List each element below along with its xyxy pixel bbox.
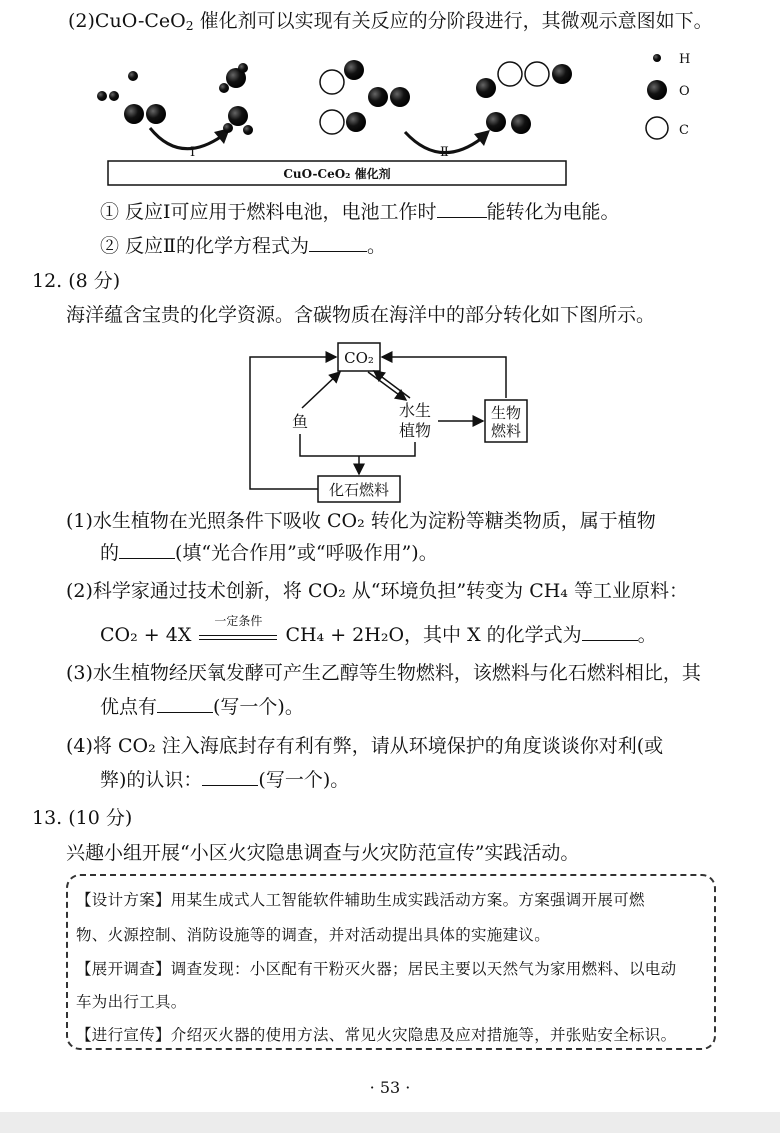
c-atom [525, 62, 549, 86]
legend-o-icon [647, 80, 667, 100]
q12-intro: 海洋蕴含宝贵的化学资源。含碳物质在海洋中的部分转化如下图所示。 [66, 304, 656, 326]
legend-h-icon [653, 54, 661, 62]
box-line-5: 【进行宣传】介绍灭火器的使用方法、常见火灾隐患及应对措施等，并张贴安全标识。 [76, 1026, 677, 1044]
h-atom [97, 91, 107, 101]
h-atom [219, 83, 229, 93]
q11-sub1 [100, 199, 620, 225]
q12-p2-line1: (2)科学家通过技术创新，将 CO₂ 从“环境负担”转变为 CH₄ 等工业原料： [66, 580, 688, 602]
page-number: · 53 · [369, 1078, 411, 1097]
h-atom [128, 71, 138, 81]
carbon-cycle-diagram [240, 338, 540, 508]
catalyst-name: CuO-CeO [94, 10, 186, 32]
legend-c-icon [646, 117, 668, 139]
q12-p4-text: 弊)的认识： [100, 769, 203, 791]
answer-blank[interactable] [157, 694, 213, 713]
catalyst-label: CuO-CeO₂ 催化剂 [283, 167, 391, 181]
biofuel-label-2: 燃料 [490, 422, 522, 440]
q11-sub1-end: 能转化为电能。 [486, 201, 620, 223]
h-atom [223, 123, 233, 133]
q13-intro: 兴趣小组开展“小区火灾隐患调查与火灾防范宣传”实践活动。 [66, 842, 580, 864]
q11-part2-line [68, 8, 713, 34]
legend-h-label: H [679, 52, 691, 67]
o-atom [124, 104, 144, 124]
q12-p3-end: (写一个)。 [213, 696, 304, 718]
catalyst-sub: 2 [185, 19, 194, 34]
equation-condition: 一定条件 [214, 614, 263, 628]
o-atom [344, 60, 364, 80]
q12-p3-line1: (3)水生植物经厌氧发酵可产生乙醇等生物燃料，该燃料与化石燃料相比，其 [66, 662, 701, 684]
o-atom [390, 87, 410, 107]
legend-o-label: O [679, 84, 690, 99]
answer-blank[interactable] [582, 622, 638, 641]
box-line-4: 车为出行工具。 [76, 993, 187, 1011]
o-atom [552, 64, 572, 84]
q11-sub2-text: ② 反应Ⅱ的化学方程式为 [100, 235, 309, 257]
c-atom [320, 70, 344, 94]
o-atom [368, 87, 388, 107]
h-atom [109, 91, 119, 101]
o-atom [146, 104, 166, 124]
equation-right: CH₄ + 2H₂O，其中 X 的化学式为 [285, 624, 582, 646]
o-atom [346, 112, 366, 132]
catalyst-micro-diagram [0, 40, 780, 195]
fish-label: 鱼 [291, 412, 309, 431]
answer-blank[interactable] [202, 767, 258, 786]
q12-p3-text: 优点有 [100, 696, 158, 718]
plants-label-1: 水生 [398, 401, 432, 420]
stage-1-label: Ⅰ [190, 145, 196, 160]
footer-bar [0, 1112, 780, 1133]
stage-2-label: Ⅱ [440, 145, 449, 160]
q12-p1-text: 的 [100, 542, 120, 564]
q12-p1-line1: (1)水生植物在光照条件下吸收 CO₂ 转化为淀粉等糖类物质，属于植物 [66, 510, 656, 532]
answer-blank[interactable] [309, 233, 367, 252]
q12-p4-line1: (4)将 CO₂ 注入海底封存有利有弊，请从环境保护的角度谈谈你对利(或 [66, 735, 664, 757]
q12-p1-line2 [100, 540, 438, 566]
q11-part2-label: (2) [68, 10, 95, 32]
q11-sub2 [100, 233, 386, 259]
box-line-2: 物、火源控制、消防设施等的调查，并对活动提出具体的实施建议。 [76, 926, 551, 944]
equation-left: CO₂ + 4X [100, 624, 192, 646]
equation-arrow [197, 614, 279, 646]
o-atom [228, 106, 248, 126]
biofuel-label-1: 生物 [490, 404, 522, 422]
answer-blank[interactable] [437, 199, 487, 218]
q11-part2-text: 催化剂可以实现有关反应的分阶段进行，其微观示意图如下。 [193, 10, 713, 32]
q12-p3-line2 [100, 694, 304, 720]
box-line-3: 【展开调查】调查发现：小区配有干粉灭火器；居民主要以天然气为家用燃料、以电动 [76, 960, 677, 978]
h-atom [243, 125, 253, 135]
q11-sub1-text: ① 反应Ⅰ可应用于燃料电池，电池工作时 [100, 201, 437, 223]
c-atom [498, 62, 522, 86]
legend-c-label: C [679, 123, 689, 138]
q12-p4-line2 [100, 767, 349, 793]
fossil-label: 化石燃料 [328, 481, 390, 499]
q12-p2-equation [100, 614, 657, 648]
h-atom [238, 63, 248, 73]
arrow-stage-1 [150, 128, 222, 149]
c-atom [320, 110, 344, 134]
equation-end: 。 [637, 624, 657, 646]
o-atom [486, 112, 506, 132]
q13-header: 13. (10 分) [32, 807, 133, 829]
q12-p4-end: (写一个)。 [258, 769, 350, 791]
co2-label: CO₂ [344, 349, 374, 367]
plants-label-2: 植物 [398, 421, 432, 440]
answer-blank[interactable] [119, 540, 175, 559]
q12-header: 12. (8 分) [32, 270, 121, 292]
q12-p1-end: (填“光合作用”或“呼吸作用”)。 [175, 542, 438, 564]
o-atom [511, 114, 531, 134]
o-atom [476, 78, 496, 98]
box-line-1: 【设计方案】用某生成式人工智能软件辅助生成实践活动方案。方案强调开展可燃 [76, 891, 645, 909]
q11-sub2-end: 。 [366, 235, 386, 257]
